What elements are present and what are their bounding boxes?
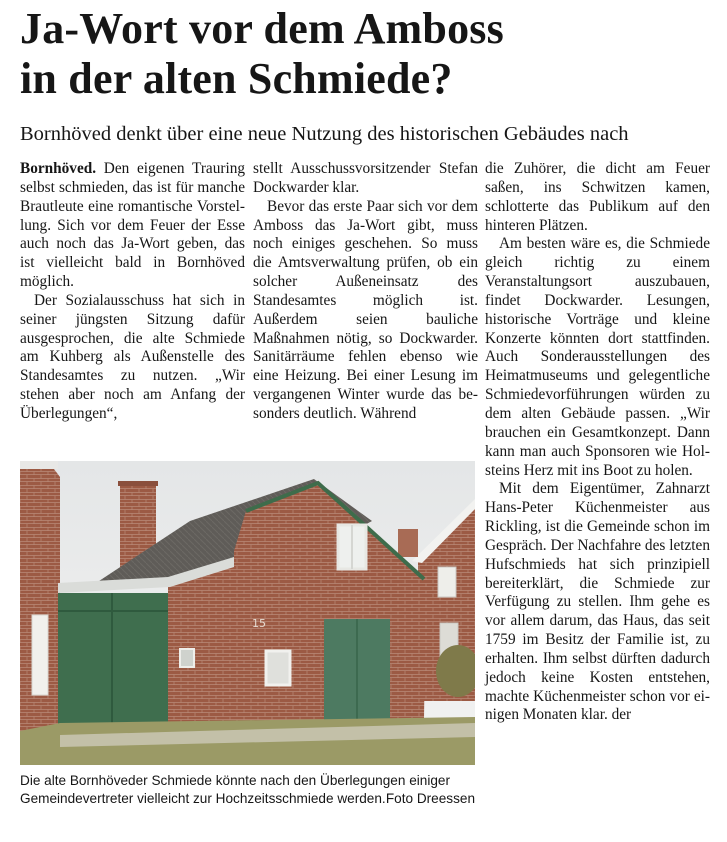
paragraph: Mit dem Eigentümer, Zahnarzt Hans-Peter Küchenmeister aus Rickling, ist die Gemeinde schon im Gespräch. Der Nachfahre des letzten Hufschmieds hat sich prinzipiell bereiterklärt, die Schmiede zur Verfügung zu stellen. Ihm gehe es vor allem darum, das Haus, das seit 1759 im Besitz der Familie ist, zu erhalten. Ihm selbst dürften dadurch jedoch keine Kosten entstehen, machte Küchenmeister schon vor einigen Monaten klar. der <box>485 480 710 724</box>
paragraph: Der Sozialausschuss hat sich in seiner jüngsten Sitzung dafür ausgesprochen, die alte Schmiede am Kuhberg als Außenstelle des Standesamtes zu nutzen. „Wir stehen aber noch am Anfang der Überlegungen“, <box>20 291 245 422</box>
paragraph: Am besten wäre es, die Schmiede gleich richtig zu einem Veranstaltungsort auszubauen, findet Dockwarder. Lesungen, historische Vorträge und kleine Konzerte könnten dort stattfinden. Auch Sonderausstellungen des Heimatmuseums und gelegentliche Schmiedevorführungen würden zu dem alten Gebäude passen. „Wir brauchen ein Gesamtkonzept. Dann kann man auch Sponsoren wie Holsteins Herz mit ins Boot zu holen. <box>485 235 710 479</box>
article-photo <box>20 461 475 765</box>
photo-credit: Foto Dreessen <box>385 790 475 806</box>
left-house <box>20 461 60 751</box>
paragraph <box>20 160 245 292</box>
headline <box>20 4 720 104</box>
paragraph: die Zuhörer, die dicht am Feuer saßen, ins Schwitzen kamen, schlotterte das Publikum auf den hinteren Plätzen. <box>485 160 710 234</box>
lower-window <box>266 651 290 685</box>
paragraph-text: Den eigenen Trauring selbst schmieden, das ist für manche Brautleute eine romantische Vorstellung. Sich vor dem Feuer der Esse auch noch das Ja-Wort geben, das ist vielleicht bald in Bornhöved möglich. <box>20 160 245 291</box>
subheadline: Bornhöved denkt über eine neue Nutzung des historischen Gebäudes nach <box>20 123 629 145</box>
headline-line-1: Ja-Wort vor dem Amboss <box>20 4 504 53</box>
caption-text: Die alte Bornhöveder Schmiede könnte nach den Überlegungen einiger Gemeindevertreter vielleicht zur Hochzeitsschmiede werden. <box>20 773 451 806</box>
side-wall <box>168 561 234 723</box>
article-column-2 <box>253 160 478 424</box>
headline-line-2: in der alten Schmiede? <box>20 54 453 103</box>
paragraph: Bevor das erste Paar sich vor dem Amboss das Ja-Wort gibt, muss noch einiges geschehen. So muss die Amtsverwaltung prüfen, ob ein solcher Außeneinsatz des Standesamtes möglich ist. Außerdem seien bauliche Maßnahmen nötig, so Dockwarder. Sanitärräume fehlen ebenso wie eine Heizung. Bei einer Lesung im vergangenen Winter wurde das besonders deutlich. Während <box>253 197 478 422</box>
photo-caption <box>20 772 475 807</box>
article-column-3 <box>485 160 710 725</box>
dateline: Bornhöved. <box>20 160 97 177</box>
article-column-1 <box>20 160 245 424</box>
smithy-photo-illustration <box>20 461 475 765</box>
house-number: 15 <box>252 617 266 630</box>
paragraph: stellt Ausschussvorsitzender Stefan Dockwarder klar. <box>253 160 478 196</box>
